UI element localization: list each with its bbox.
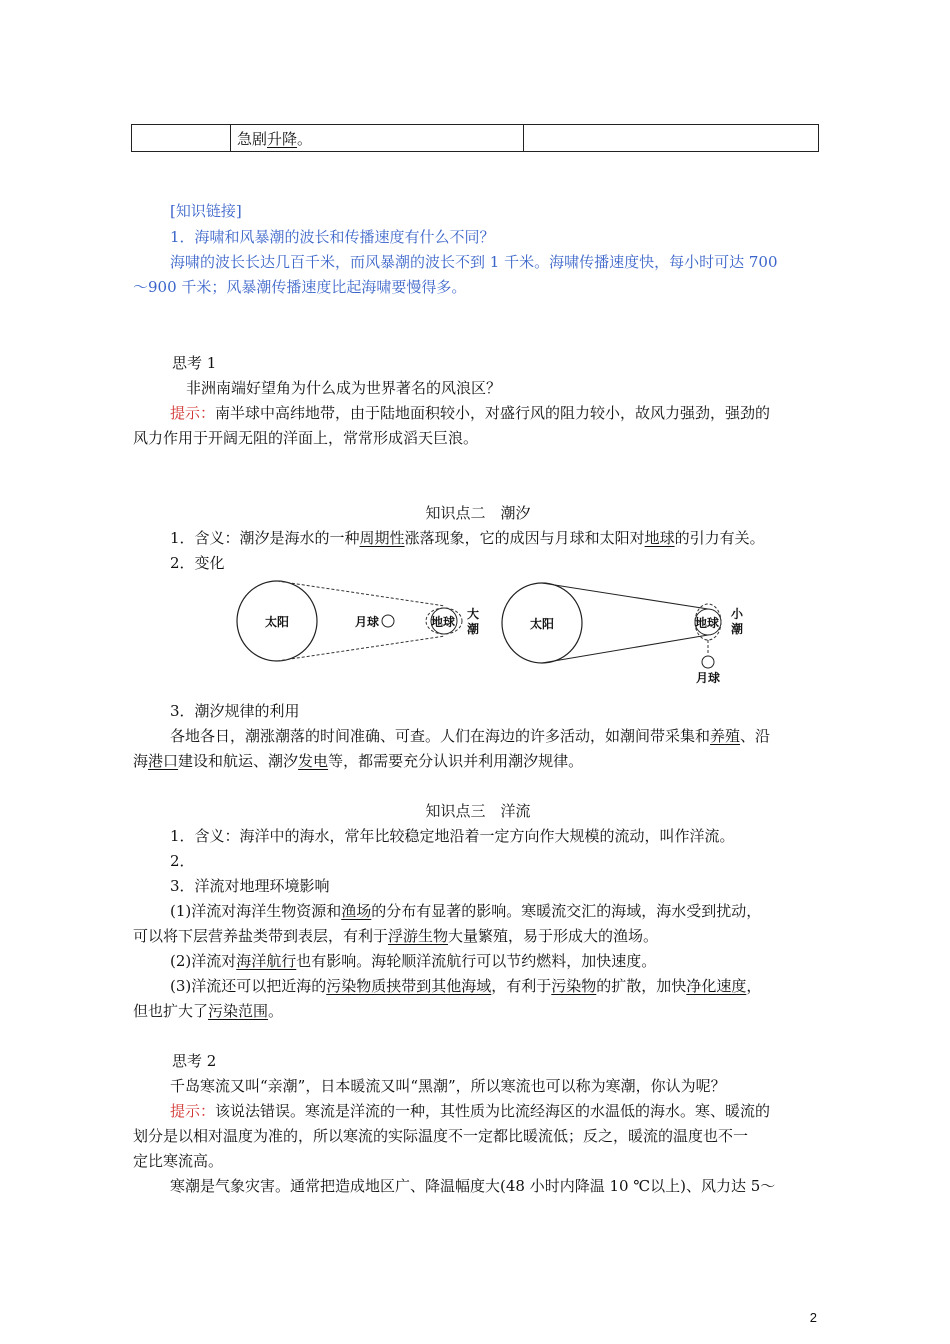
continued-table <box>131 124 819 152</box>
current-effect-1a: (1)洋流对海洋生物资源和渔场的分布有显著的影响。寒暖流交汇的海域，海水受到扰动， <box>170 902 762 920</box>
think2-hint-line1: 提示：该说法错误。寒流是洋流的一种，其性质为比流经海区的水温低的海水。寒、暖流的 <box>170 1102 771 1120</box>
moon-circle-right <box>702 656 714 668</box>
moon-circle-left <box>382 615 394 627</box>
spring-tide-diagram <box>237 581 479 661</box>
think2-question: 千岛寒流又叫“亲潮”，日本暖流又叫“黑潮”，所以寒流也可以称为寒潮，你认为呢？ <box>170 1077 726 1095</box>
moon-label-left: 月球 <box>355 615 380 629</box>
tangent-line <box>277 581 445 606</box>
moon-label-right: 月球 <box>696 671 721 685</box>
current-item3: 3．洋流对地理环境影响 <box>170 877 330 895</box>
knowledge-link-answer-2: ～900 千米；风暴潮传播速度比起海啸要慢得多。 <box>133 278 467 296</box>
think1-question: 非洲南端好望角为什么成为世界著名的风浪区？ <box>186 379 502 397</box>
cold-wave-text: 寒潮是气象灾害。通常把造成地区广、降温幅度大(48 小时内降温 10 ℃以上)、风力达 5～ <box>170 1177 776 1195</box>
current-effect-2: (2)洋流对海洋航行也有影响。海轮顺洋流航行可以节约燃料，加快速度。 <box>170 952 657 970</box>
table-cell-text: 急剧升降。 <box>231 125 524 152</box>
earth-label-left: 地球 <box>431 615 456 629</box>
knowledge-link-question: 1．海啸和风暴潮的波长和传播速度有什么不同？ <box>170 228 495 246</box>
page-number: 2 <box>809 1310 817 1325</box>
neap-tide-label-2: 潮 <box>731 622 744 636</box>
table-cell-empty-right <box>524 125 819 152</box>
current-effect-3b: 但也扩大了污染范围。 <box>133 1002 284 1020</box>
think1-title: 思考 1 <box>172 354 217 372</box>
think2-hint-line2: 划分是以相对温度为准的，所以寒流的实际温度不一定都比暖流低；反之，暖流的温度也不一 <box>133 1127 749 1145</box>
current-item2: 2． <box>170 852 195 870</box>
think1-hint-line2: 风力作用于开阔无阻的洋面上，常常形成滔天巨浪。 <box>133 429 479 447</box>
think2-hint-line3: 定比寒流高。 <box>133 1152 224 1170</box>
table-cell-empty-left <box>132 125 231 152</box>
section-title-current: 知识点三 洋流 <box>425 802 531 820</box>
neap-tide-label-1: 小 <box>731 607 744 621</box>
hint-label: 提示： <box>170 1102 216 1120</box>
tangent-line <box>542 635 708 663</box>
think1-hint-line1: 提示：南半球中高纬地带，由于陆地面积较小，对盛行风的阻力较小，故风力强劲，强劲的 <box>170 404 771 422</box>
spring-tide-label-1: 大 <box>467 607 480 621</box>
neap-tide-diagram <box>502 583 744 685</box>
tide-use-title: 3．潮汐规律的利用 <box>170 702 300 720</box>
tide-change-label: 2．变化 <box>170 554 225 572</box>
earth-label-right: 地球 <box>695 616 720 630</box>
tide-definition: 1．含义：潮汐是海水的一种周期性涨落现象，它的成因与月球和太阳对地球的引力有关。 <box>170 529 765 547</box>
current-definition: 1．含义：海洋中的海水，常年比较稳定地沿着一定方向作大规模的流动，叫作洋流。 <box>170 827 735 845</box>
tangent-line <box>277 636 445 661</box>
current-effect-1b: 可以将下层营养盐类带到表层，有利于浮游生物大量繁殖，易于形成大的渔场。 <box>133 927 659 945</box>
knowledge-link-answer-1: 海啸的波长长达几百千米，而风暴潮的波长不到 1 千米。海啸传播速度快，每小时可达 700 <box>170 253 778 271</box>
section-title-tide: 知识点二 潮汐 <box>425 504 531 522</box>
tide-diagram <box>230 578 760 692</box>
sun-label-right: 太阳 <box>530 617 555 631</box>
current-effect-3a: (3)洋流还可以把近海的污染物质挟带到其他海域，有利于污染物的扩散，加快净化速度， <box>170 977 762 995</box>
tangent-line <box>542 583 708 609</box>
hint-label: 提示： <box>170 404 216 422</box>
sun-label-left: 太阳 <box>265 615 290 629</box>
think2-title: 思考 2 <box>172 1052 217 1070</box>
tide-use-line2: 海港口建设和航运、潮汐发电等，都需要充分认识并利用潮汐规律。 <box>133 752 584 770</box>
knowledge-link-header: [知识链接] <box>170 202 242 220</box>
spring-tide-label-2: 潮 <box>467 622 480 636</box>
tide-use-line1: 各地各日，潮涨潮落的时间准确、可查。人们在海边的许多活动，如潮间带采集和养殖、沿 <box>170 727 771 745</box>
